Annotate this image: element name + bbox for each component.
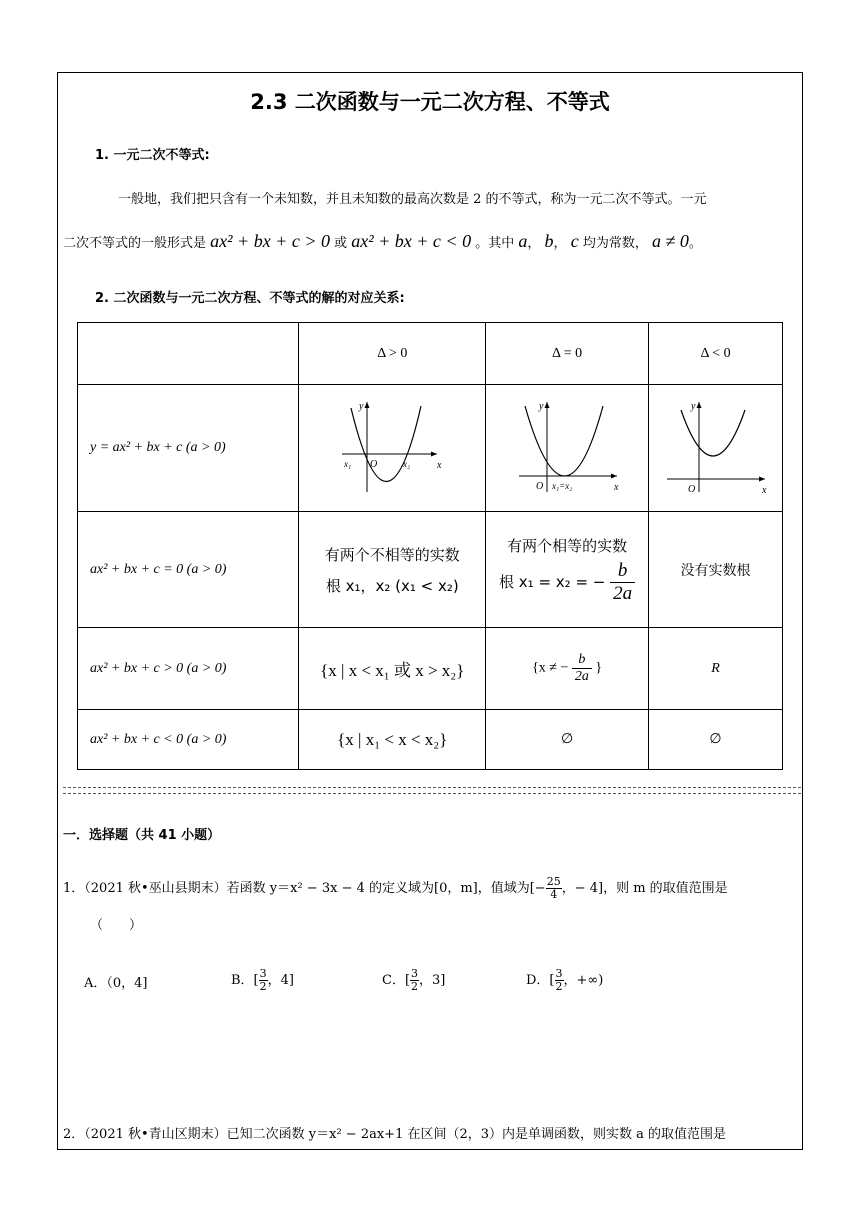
question-1 [63,876,728,901]
no-root-cell: 没有实数根 [649,512,783,628]
y-axis-arrow-icon [696,402,701,408]
two-roots-cell [299,512,486,628]
var-b: b [544,231,554,251]
minus-b-over-2a-fraction [610,560,635,605]
parabola-curve [681,410,745,456]
header-delta-negative: Δ < 0 [649,323,783,385]
page-title: 2.3 二次函数与一元二次方程、不等式 [250,90,610,114]
header-delta-positive: Δ > 0 [299,323,486,385]
fraction-denominator: 2a [574,669,589,684]
x-label: x [437,460,442,471]
header-delta-zero: Δ = 0 [486,323,649,385]
fraction-numerator: 3 [259,967,267,980]
var-a: a [518,231,528,251]
x2-label: x₂ [403,459,411,469]
fraction-denominator: 2 [555,980,563,993]
middle-text: 。其中 [475,236,515,251]
graph-one-root [486,385,649,512]
section1-heading: 1. 一元二次不等式: [95,148,210,163]
section1-para-line1: 一般地，我们把只含有一个未知数，并且未知数的最高次数是 2 的不等式，称为一元二次不等式。一元 [118,192,707,207]
x-label: x [761,485,766,496]
greater-no-root-set: R [649,628,783,710]
fraction-numerator: 3 [555,967,563,980]
inequality-greater: ax² + bx + c > 0 [210,231,330,251]
parabola-two-roots-graph [337,396,447,496]
origin-label: O [370,459,378,470]
one-root-cell [486,512,649,628]
greater-two-roots-set: {x | x < x₁ 或 x > x₂} [299,628,486,710]
q1-fraction [546,876,562,901]
parabola-one-root-graph [511,396,623,496]
q1-option-b[interactable] [231,968,294,993]
row-label-greater: ax² + bx + c > 0 (a > 0) [78,628,299,710]
q1-text-after: ，− 4]，则 m 的取值范围是 [561,881,728,896]
comma-2: ， [553,236,567,251]
para-prefix: 二次不等式的一般形式是 [63,236,207,251]
fraction-numerator: b [610,560,635,583]
q1-option-d[interactable] [526,968,603,993]
fraction-denominator: 2 [411,980,419,993]
option-d-fraction [555,968,564,993]
questions-heading: 一．选择题（共 41 小题） [63,828,221,843]
option-c-post: ，3] [419,973,446,988]
fraction-denominator: 2a [613,582,633,604]
section1-para-line2 [63,231,702,254]
parabola-curve [351,406,421,482]
table-row-less [78,710,783,770]
option-c-pre: C．[ [382,973,411,988]
graph-no-root [649,385,783,512]
y-axis-arrow-icon [545,402,550,408]
row-label-function: y = ax² + bx + c (a > 0) [78,385,299,512]
divider-dashed-1 [63,787,801,788]
table-row-equation [78,512,783,628]
option-b-fraction [259,968,268,993]
fraction-numerator: 3 [411,967,419,980]
x1-label: x₁ [344,459,352,469]
or-text: 或 [334,236,348,251]
two-roots-line2: 根 x₁，x₂ (x₁ < x₂) [325,576,459,595]
set-prefix: {x ≠ − [532,660,569,676]
x-axis-arrow-icon [431,452,437,457]
row-label-less: ax² + bx + c < 0 (a > 0) [78,710,299,770]
graph-two-roots [299,385,486,512]
x1x2-label: x₁=x₂ [552,481,573,491]
option-c-fraction [410,968,419,993]
option-d-post: ，+∞) [563,973,604,988]
option-d-pre: D．[ [526,973,555,988]
one-root-line1: 有两个相等的实数 [507,536,628,555]
q1-answer-paren: （ ） [90,918,143,933]
greater-one-root-set [486,628,649,710]
parabola-no-root-graph [661,396,771,496]
q1-option-c[interactable] [382,968,445,993]
option-b-pre: B．[ [231,973,259,988]
y-label: y [539,401,544,412]
table-row-greater [78,628,783,710]
x-label: x [614,482,619,493]
comma-1: ， [527,236,541,251]
less-one-root-set: ∅ [486,710,649,770]
b-over-2a-fraction [572,652,592,685]
one-root-prefix: 根 x₁ = x₂ = − [499,572,606,591]
origin-label: O [687,484,695,495]
less-two-roots-set: {x | x₁ < x < x₂} [299,710,486,770]
q1-text-before: 1．（2021 秋•巫山县期末）若函数 y＝x² − 3x − 4 的定义域为[0，m]，值域为[− [63,881,546,896]
y-axis-arrow-icon [365,402,370,408]
a-not-zero: a ≠ 0 [651,231,689,251]
var-c: c [570,231,579,251]
two-roots-line1: 有两个不相等的实数 [324,545,460,564]
fraction-numerator: 25 [546,875,561,888]
relation-table [77,322,783,770]
header-empty [78,323,299,385]
q1-option-a[interactable]: A．（0，4] [84,976,148,991]
y-label: y [359,401,364,412]
y-label: y [690,401,695,412]
table-row-function [78,385,783,512]
fraction-denominator: 4 [550,888,558,901]
divider-dashed-2 [63,793,801,794]
row-label-equation: ax² + bx + c = 0 (a > 0) [78,512,299,628]
fraction-numerator: b [572,652,592,669]
x-axis-arrow-icon [611,474,617,479]
section2-heading: 2. 二次函数与一元二次方程、不等式的解的对应关系: [95,291,405,306]
set-suffix: } [595,660,603,676]
origin-label: O [536,481,544,492]
one-root-line2 [486,560,648,605]
period: 。 [688,236,702,251]
constants-text: 均为常数， [582,236,648,251]
parabola-curve [525,406,603,476]
question-2: 2．（2021 秋•青山区期末）已知二次函数 y＝x² − 2ax+1 在区间（2，3）内是单调函数，则实数 a 的取值范围是 [63,1127,727,1142]
x-axis-arrow-icon [759,477,765,482]
option-b-post: ，4] [267,973,294,988]
less-no-root-set: ∅ [649,710,783,770]
inequality-less: ax² + bx + c < 0 [351,231,472,251]
fraction-denominator: 2 [259,980,267,993]
table-header-row [78,323,783,385]
